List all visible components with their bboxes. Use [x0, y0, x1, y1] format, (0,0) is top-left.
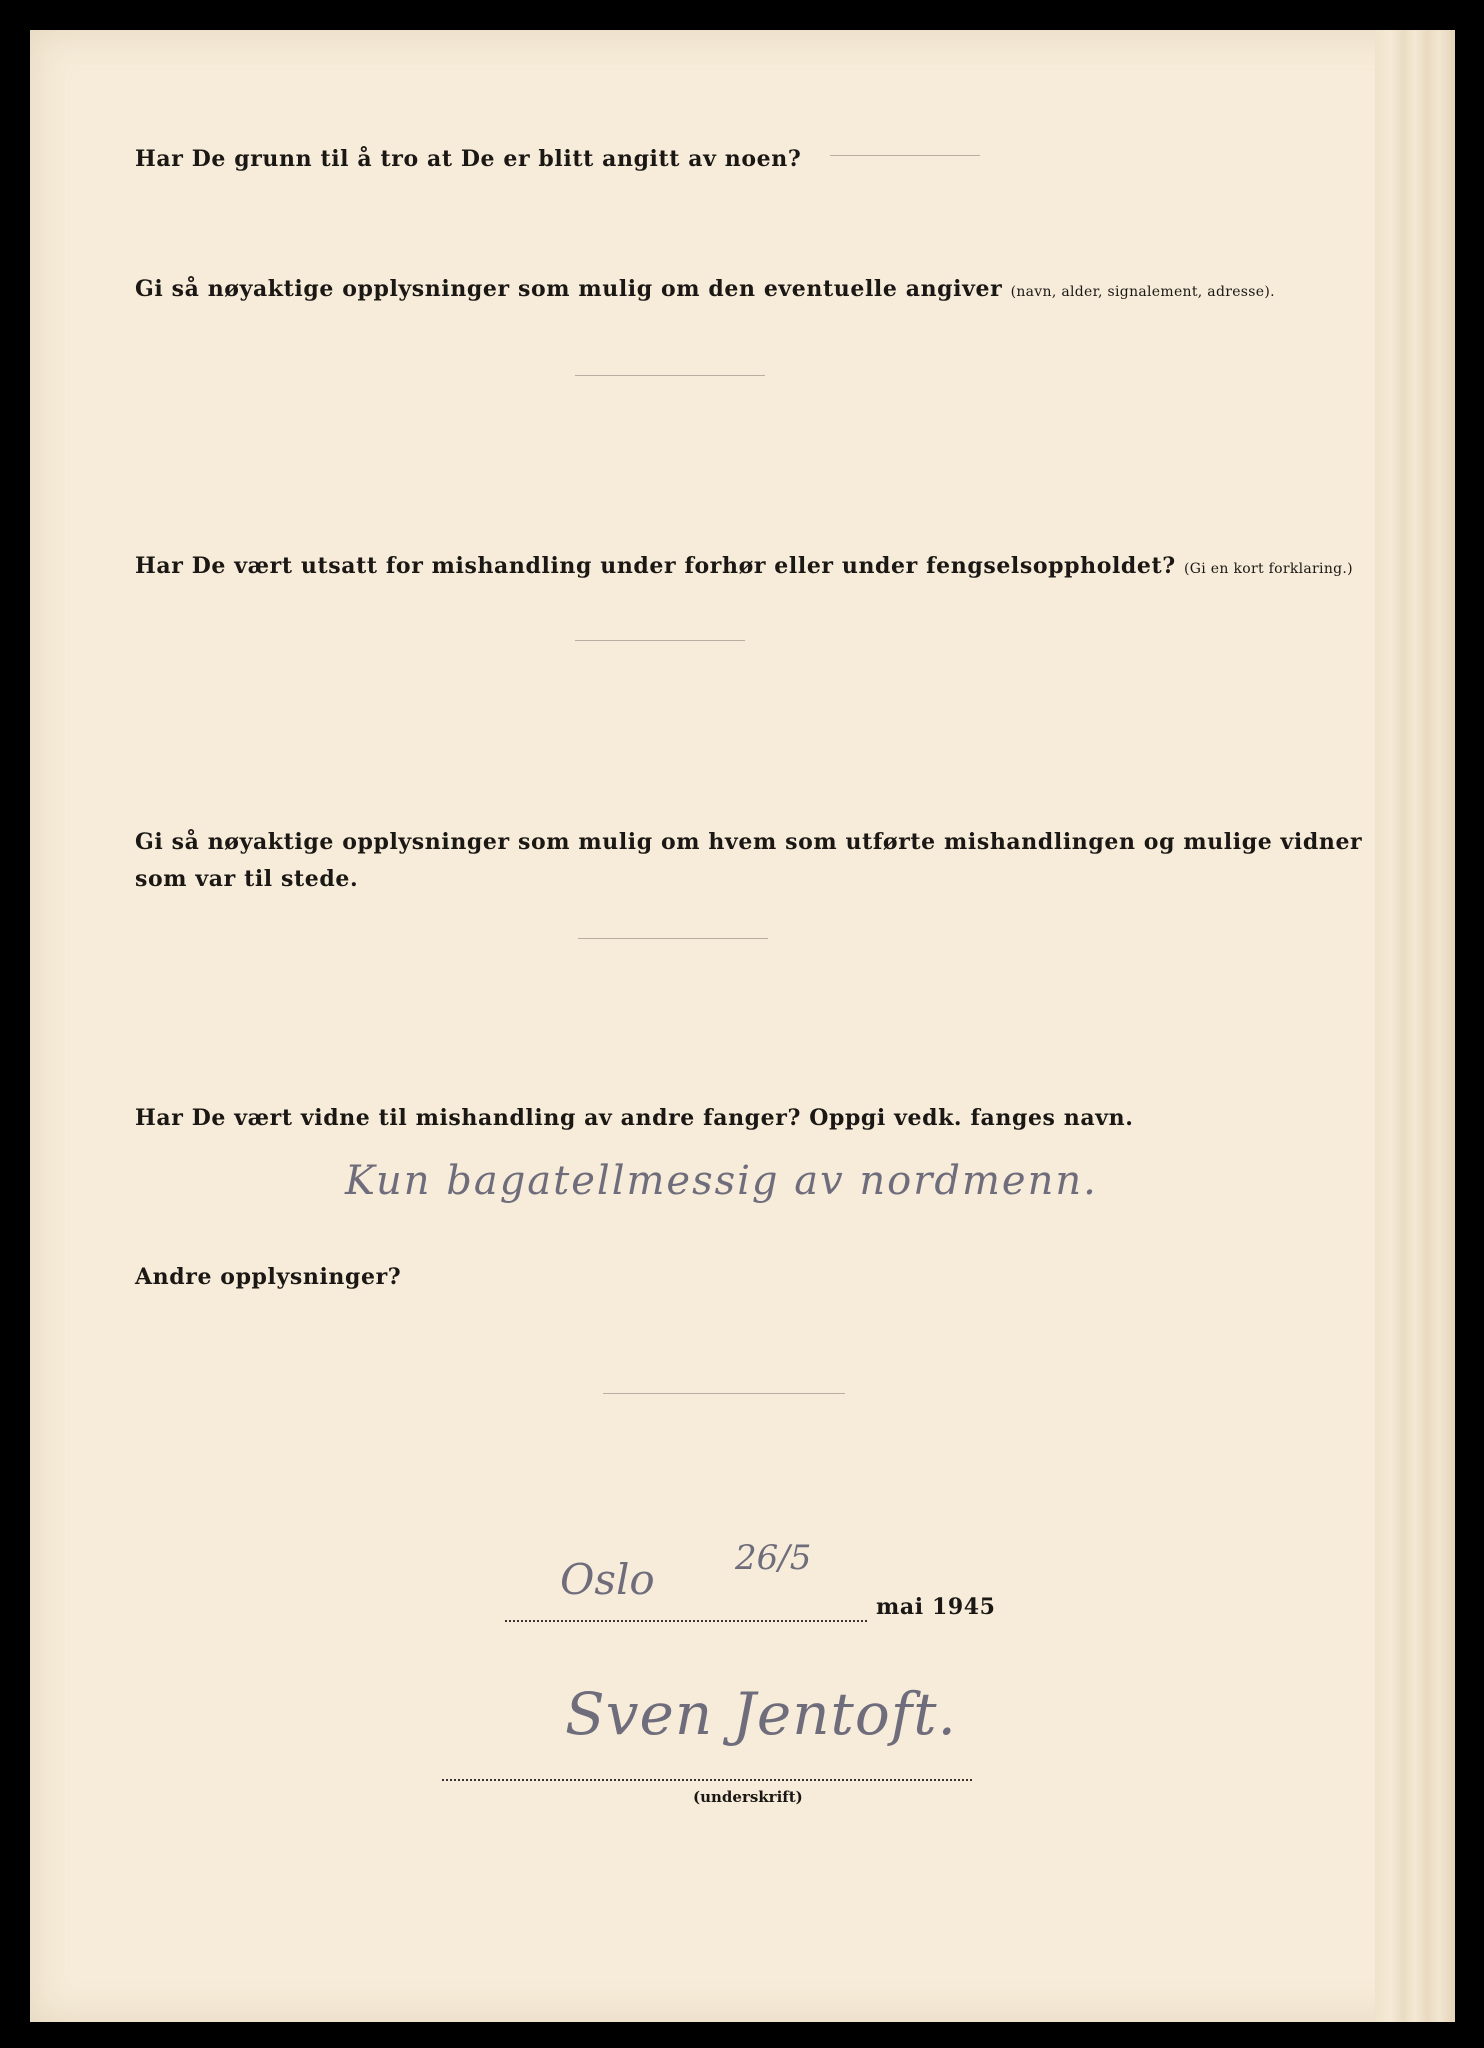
page-edge — [1375, 30, 1455, 2022]
answer-dash-q4 — [578, 938, 768, 939]
handwritten-answer-witness: Kun bagatellmessig av nordmenn. — [345, 1158, 1098, 1204]
question-perpetrators-line2: som var til stede. — [135, 866, 359, 892]
question-mistreatment: Har De vært utsatt for mishandling under forhør eller under fengselsoppholdet? (Gi en kort forklaring.) — [135, 553, 1353, 579]
date-dotted-line — [505, 1620, 867, 1622]
signature-label: (underskrift) — [693, 1788, 803, 1806]
printed-date: mai 1945 — [876, 1594, 996, 1620]
question-denounced: Har De grunn til å tro at De er blitt angitt av noen? — [135, 146, 802, 172]
question-informant-details: Gi så nøyaktige opplysninger som mulig om den eventuelle angiver (navn, alder, signalement, adresse). — [135, 276, 1275, 302]
answer-dash-q6 — [603, 1393, 845, 1394]
answer-dash-q2 — [575, 375, 765, 376]
handwritten-signature: Sven Jentoft. — [565, 1680, 957, 1748]
question-perpetrators-line1: Gi så nøyaktige opplysninger som mulig om hvem som utførte mishandlingen og mulige vidner — [135, 829, 1363, 855]
handwritten-place: Oslo — [560, 1555, 655, 1604]
question-witness: Har De vært vidne til mishandling av andre fanger? Oppgi vedk. fanges navn. — [135, 1105, 1134, 1131]
answer-dash-q1 — [830, 155, 980, 156]
signature-dotted-line — [442, 1779, 972, 1781]
question-other-info: Andre opplysninger? — [135, 1264, 402, 1290]
handwritten-date: 26/5 — [735, 1538, 812, 1578]
answer-dash-q3 — [575, 640, 745, 641]
